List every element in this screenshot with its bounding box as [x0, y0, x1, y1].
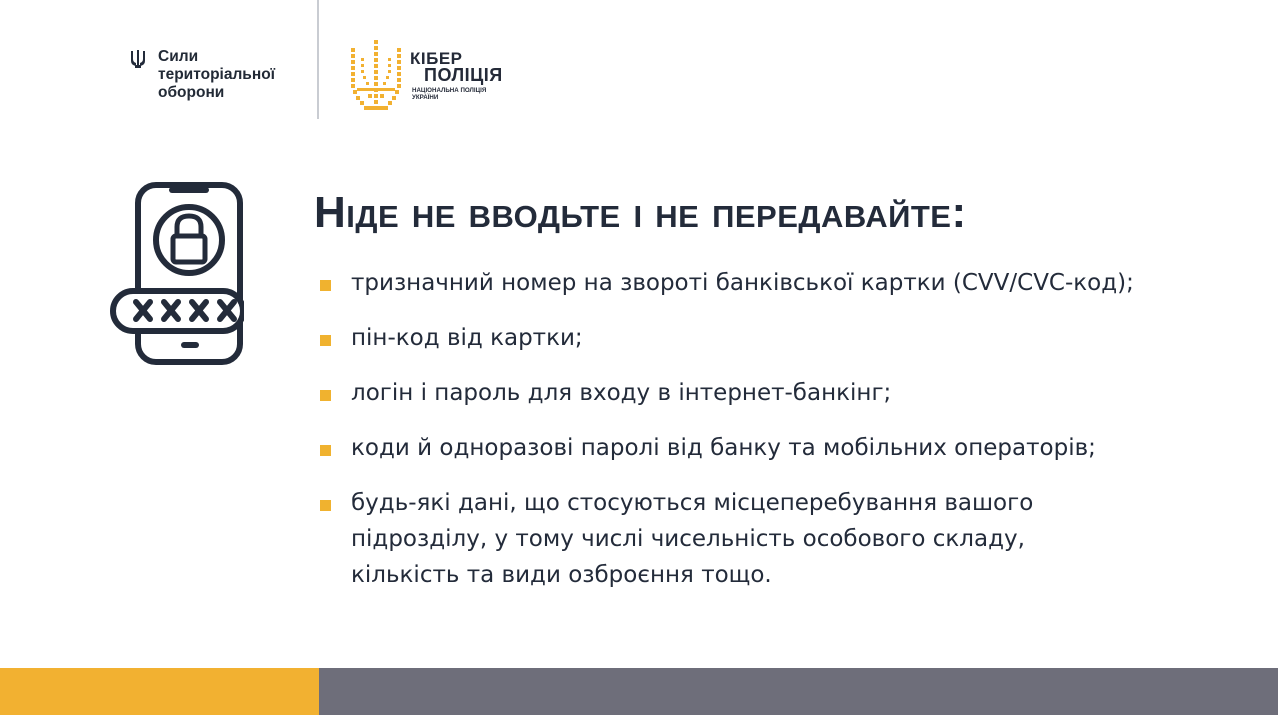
list-item-text: коди й одноразові паролі від банку та мобільних операторів;: [351, 435, 1096, 461]
bullet-square-icon: [320, 280, 331, 291]
phone-lock-icon: [108, 180, 244, 366]
footer-accent-bar: [0, 668, 319, 715]
trident-icon: [130, 50, 146, 68]
tro-line-3: оборони: [158, 84, 225, 101]
tro-line-1: Сили: [158, 48, 199, 65]
list-item-text: тризначний номер на звороті банківської картки (CVV/CVC-код);: [351, 270, 1134, 296]
cyber-sub-line-2: УКРАЇНИ: [412, 94, 439, 101]
warning-list: [318, 265, 1198, 612]
territorial-defense-logo: [130, 48, 275, 102]
tro-line-2: територіальної: [158, 66, 276, 83]
cyber-police-name: [410, 51, 503, 83]
bullet-square-icon: [320, 500, 331, 511]
list-item-text: логін і пароль для входу в інтернет-банкінг;: [351, 380, 892, 406]
bullet-square-icon: [320, 335, 331, 346]
list-item: [318, 430, 1198, 466]
cyber-sub-line-1: НАЦІОНАЛЬНА ПОЛІЦІЯ: [412, 87, 487, 94]
cyber-name-line-2: ПОЛІЦІЯ: [424, 65, 503, 85]
list-item: [318, 375, 1198, 411]
header-divider: [317, 0, 319, 119]
page-title: Ніде не вводьте і не передавайте:: [314, 188, 967, 237]
bullet-square-icon: [320, 390, 331, 401]
list-item: [318, 265, 1198, 301]
list-item-text: будь-які дані, що стосуються місцеперебування вашого підрозділу, у тому числі чисельність особового складу, кількість та види озброєння тощо.: [351, 490, 1034, 588]
cyber-trident-icon: [348, 40, 404, 114]
bullet-square-icon: [320, 445, 331, 456]
footer-gray-bar: [319, 668, 1278, 715]
territorial-defense-name: [158, 48, 275, 102]
header: [0, 0, 1278, 130]
list-item: [318, 485, 1071, 593]
list-item: [318, 320, 1198, 356]
cyber-police-subtitle: [412, 87, 486, 101]
cyber-name-line-1: КІБЕР: [410, 49, 463, 68]
list-item-text: пін-код від картки;: [351, 325, 583, 351]
